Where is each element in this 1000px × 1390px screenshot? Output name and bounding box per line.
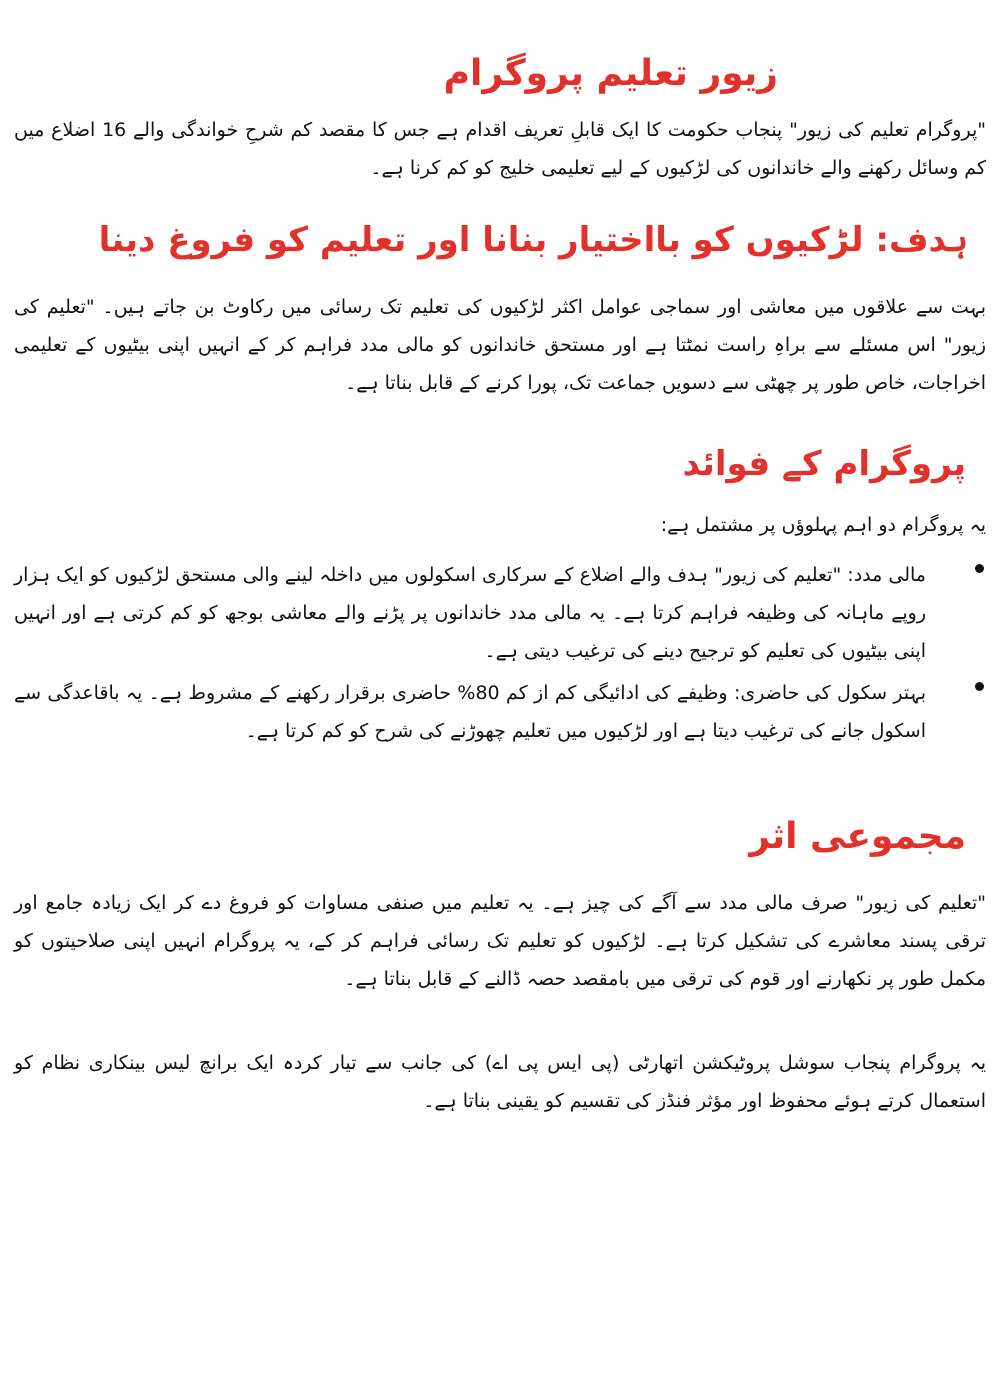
main-title: زیور تعلیم پروگرام [443,53,778,94]
impact-heading: مجموعی اثر [749,816,966,857]
impact-paragraph-1: "تعلیم کی زیور" صرف مالی مدد سے آگے کی چیز ہے۔ یہ تعلیم میں صنفی مساوات کو فروغ دے کر ایک زیادہ جامع اور ترقی پسند معاشرے کی تشکیل کرتا ہے۔ لڑکیوں کو تعلیم تک رسائی فراہم کر کے، یہ پروگرام انہیں اپنی صلاحیتوں کو مکمل طور پر نکھارنے اور قوم کی ترقی میں بامقصد حصہ ڈالنے کے قابل بناتا ہے۔ [14,892,986,990]
intro-paragraph: "پروگرام تعلیم کی زیور" پنجاب حکومت کا ایک قابلِ تعریف اقدام ہے جس کا مقصد کم شرحِ خواندگی والے 16 اضلاع میں کم وسائل رکھنے والے خاندانوں کی لڑکیوں کے لیے تعلیمی خلیج کو کم کرنا ہے۔ [14,119,986,179]
goal-heading: ہدف: لڑکیوں کو بااختیار بنانا اور تعلیم کو فروغ دینا [98,220,968,260]
benefit-attendance-text: بہتر سکول کی حاضری: وظیفے کی ادائیگی کم از کم 80% حاضری برقرار رکھنے کے مشروط ہے۔ یہ باقاعدگی سے اسکول جانے کی ترغیب دیتا ہے اور لڑکیوں میں تعلیم چھوڑنے کی شرح کو کم کرتا ہے۔ [14,682,926,742]
benefits-lead: یہ پروگرام دو اہم پہلوؤں پر مشتمل ہے: [660,514,986,536]
list-item [14,556,986,670]
impact-paragraph-2: یہ پروگرام پنجاب سوشل پروٹیکشن اتھارٹی (پی ایس پی اے) کی جانب سے تیار کردہ ایک برانچ لیس بینکاری نظام کو استعمال کرتے ہوئے محفوظ اور مؤثر فنڈز کی تقسیم کو یقینی بناتا ہے۔ [14,1052,986,1112]
benefits-heading: پروگرام کے فوائد [682,444,966,484]
list-item [14,674,986,750]
benefit-financial-text: مالی مدد: "تعلیم کی زیور" ہدف والے اضلاع کے سرکاری اسکولوں میں داخلہ لینے والی مستحق لڑکیوں کو ایک ہزار روپے ماہانہ کی وظیفہ فراہم کرتا ہے۔ یہ مالی مدد خاندانوں پر پڑنے والے معاشی بوجھ کو کم کرتی ہے اور انہیں اپنی بیٹیوں کی تعلیم کو ترجیح دینے کی ترغیب دیتی ہے۔ [14,564,926,662]
goal-paragraph: بہت سے علاقوں میں معاشی اور سماجی عوامل اکثر لڑکیوں کی تعلیم تک رسائی میں رکاوٹ بن جاتے ہیں۔ "تعلیم کی زیور" اس مسئلے سے براہِ راست نمٹتا ہے اور مستحق خاندانوں کو مالی مدد فراہم کر کے انہیں اپنی بیٹیوں کے تعلیمی اخراجات، خاص طور پر چھٹی سے دسویں جماعت تک، پورا کرنے کے قابل بناتا ہے۔ [14,296,986,394]
bullet-icon [975,564,984,573]
benefits-list [14,556,986,754]
bullet-icon [975,682,984,691]
